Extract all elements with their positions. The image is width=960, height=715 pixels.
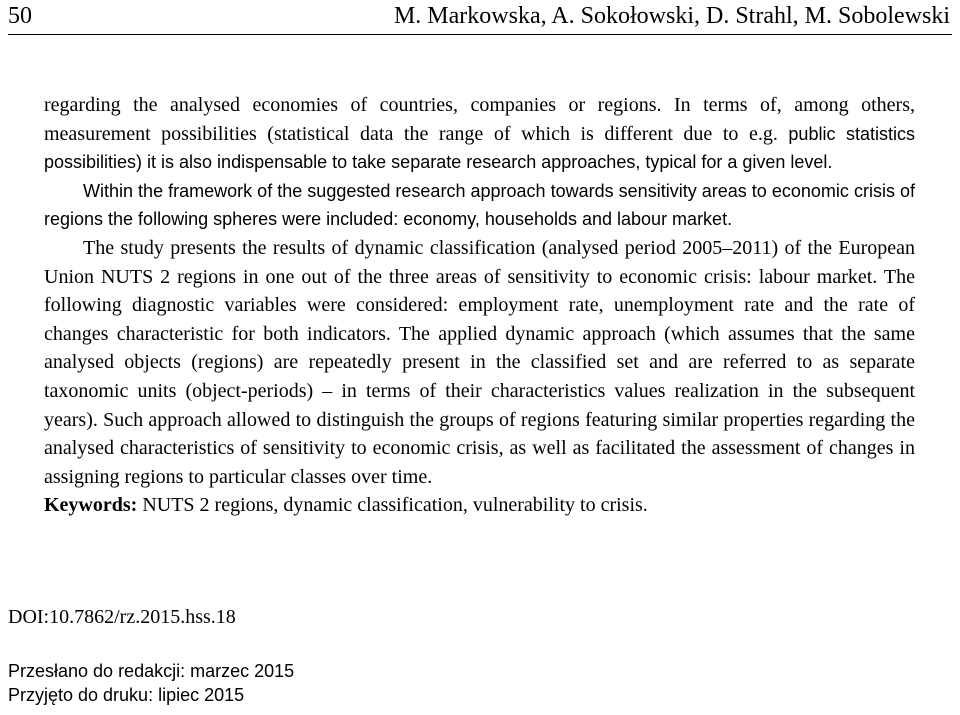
keywords-label: Keywords: <box>44 494 138 517</box>
page-number: 50 <box>8 3 32 29</box>
paragraph-3: The study presents the results of dynamic classification (analysed period 2005–2011) of the European Union NUTS 2 regions in one out of the three areas of sensitivity to economic crisis: labour market. The following diagnostic variables were considered: employment rate, unemployment rate and the rate of changes characteristic for both indicators. The applied dynamic approach (which assumes that the same analysed objects (regions) are repeatedly present in the classified set and are referred to as separate taxonomic units (object-periods) – in terms of their characteristics values realization in the subsequent years). Such approach allowed to distinguish the groups of regions featuring similar properties regarding the analysed characteristics of sensitivity to economic crisis, as well as facilitated the assessment of changes in assigning regions to particular classes over time. <box>44 236 915 488</box>
paragraph-1 <box>44 91 915 177</box>
paragraph-1-serif: regarding the analysed economies of countries, companies or regions. In terms of, among others, measurement possibilities (statistical data the range of which is different due to e.g. <box>44 94 915 145</box>
paragraph-1-sans: public statistics possibilities) it is also indispensable to take separate research approaches, typical for a given level. <box>44 123 916 173</box>
doi: DOI:10.7862/rz.2015.hss.18 <box>8 606 236 628</box>
accepted-date: Przyjęto do druku: lipiec 2015 <box>8 685 245 705</box>
keywords-text: NUTS 2 regions, dynamic classification, vulnerability to crisis. <box>137 494 648 517</box>
publication-dates <box>8 659 294 707</box>
running-header-authors: M. Markowska, A. Sokołowski, D. Strahl, M. Sobolewski <box>393 3 950 29</box>
abstract-body <box>44 91 915 520</box>
keywords-line <box>44 491 915 520</box>
submitted-date: Przesłano do redakcji: marzec 2015 <box>8 661 295 681</box>
paragraph-2: Within the framework of the suggested research approach towards sensitivity areas to economic crisis of regions the following spheres were included: economy, households and labour market. <box>44 180 915 230</box>
running-header <box>8 0 952 35</box>
